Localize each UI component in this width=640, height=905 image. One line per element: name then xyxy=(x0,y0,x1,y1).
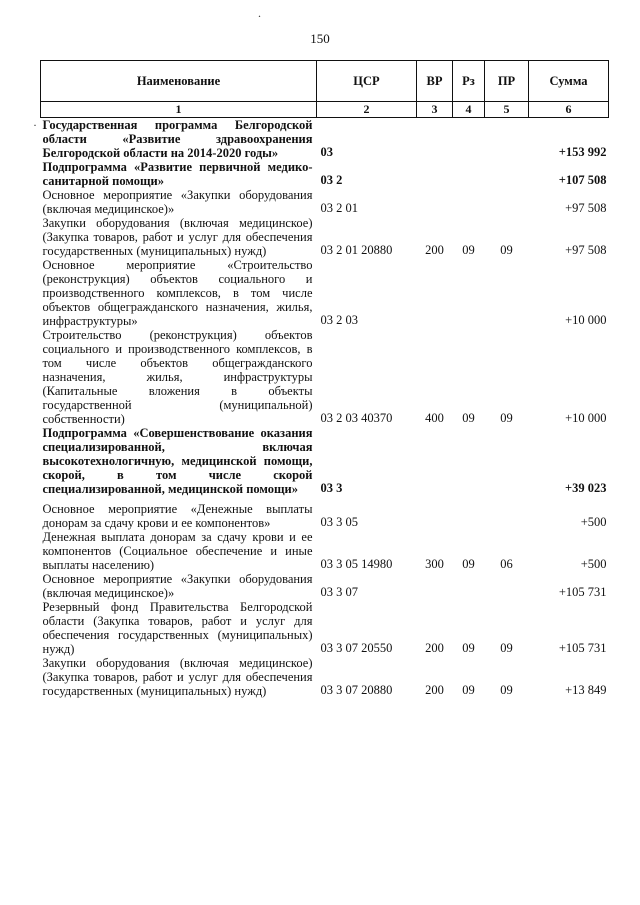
budget-table xyxy=(40,60,609,698)
table-row xyxy=(41,328,609,426)
row-rz xyxy=(453,160,485,188)
table-row xyxy=(41,426,609,496)
row-rz xyxy=(453,496,485,530)
row-csr: 03 3 05 14980 xyxy=(320,557,393,571)
row-name: Основное мероприятие «Закупки оборудования (включая медицинское)» xyxy=(42,572,313,600)
row-name: Подпрограмма «Совершенствование оказания специализированной, включая высокотехнологичную, медицинской помощи, скорой, в том числе скорой специализированной, медицинской помощи» xyxy=(42,426,313,496)
row-csr: 03 2 01 xyxy=(320,201,358,215)
row-sum: +97 508 xyxy=(565,201,607,215)
row-csr: 03 3 07 20880 xyxy=(320,683,393,697)
row-pr: 09 xyxy=(500,243,513,257)
column-number-5: 5 xyxy=(485,102,529,118)
row-name: Подпрограмма «Развитие первичной медико-санитарной помощи» xyxy=(42,160,313,188)
margin-mark: · xyxy=(33,118,37,132)
row-pr xyxy=(485,496,529,530)
row-sum: +105 731 xyxy=(558,585,607,599)
row-pr xyxy=(485,118,529,161)
table-row xyxy=(41,656,609,698)
row-csr: 03 2 xyxy=(320,173,343,187)
table-row xyxy=(41,188,609,216)
row-rz: 09 xyxy=(462,243,475,257)
table-row xyxy=(41,160,609,188)
row-name: Резервный фонд Правительства Белгородской области (Закупка товаров, работ и услуг для обеспечения государственных (муниципальных) нужд) xyxy=(42,600,313,656)
row-csr: 03 2 01 20880 xyxy=(320,243,393,257)
column-number-1: 1 xyxy=(41,102,317,118)
header-pr: ПР xyxy=(485,61,529,102)
row-csr: 03 3 05 xyxy=(320,515,358,529)
row-sum: +10 000 xyxy=(565,411,607,425)
table-row xyxy=(41,572,609,600)
row-csr: 03 3 07 20550 xyxy=(320,641,393,655)
row-rz xyxy=(453,188,485,216)
row-name: Строительство (реконструкция) объектов социального и производственного комплексов, в том числе объектов общегражданского назначения, жилья, инфраструктуры (Капитальные вложения в объекты государственной (муниципальной) собственности) xyxy=(42,328,313,426)
row-sum: +97 508 xyxy=(565,243,607,257)
row-pr xyxy=(485,572,529,600)
table-body xyxy=(41,118,609,699)
row-name: Закупки оборудования (включая медицинское) (Закупка товаров, работ и услуг для обеспечения государственных (муниципальных) нужд) xyxy=(42,656,313,698)
row-rz: 09 xyxy=(462,683,475,697)
row-sum: +500 xyxy=(580,557,607,571)
table-row xyxy=(41,258,609,328)
row-sum: +13 849 xyxy=(565,683,607,697)
row-rz xyxy=(453,572,485,600)
row-rz: 09 xyxy=(462,641,475,655)
row-name: Государственная программа Белгородской области «Развитие здравоохранения Белгородской области на 2014-2020 годы» xyxy=(42,118,313,160)
row-sum: +153 992 xyxy=(558,145,607,159)
row-vr xyxy=(417,572,453,600)
row-rz: 09 xyxy=(462,557,475,571)
page-number: 150 xyxy=(310,31,330,46)
row-vr xyxy=(417,160,453,188)
row-sum: +107 508 xyxy=(558,173,607,187)
row-pr xyxy=(485,160,529,188)
table-row xyxy=(41,530,609,572)
row-pr: 09 xyxy=(500,683,513,697)
row-pr: 09 xyxy=(500,641,513,655)
row-pr xyxy=(485,188,529,216)
row-pr: 06 xyxy=(500,557,513,571)
row-name: Закупки оборудования (включая медицинское) (Закупка товаров, работ и услуг для обеспечения государственных (муниципальных) нужд) xyxy=(42,216,313,258)
header-name: Наименование xyxy=(41,61,317,102)
row-csr: 03 3 xyxy=(320,481,343,495)
row-csr: 03 3 07 xyxy=(320,585,358,599)
row-sum: +500 xyxy=(580,515,607,529)
header-sum: Сумма xyxy=(529,61,609,102)
row-vr: 200 xyxy=(425,243,444,257)
row-vr: 200 xyxy=(425,641,444,655)
header-csr: ЦСР xyxy=(317,61,417,102)
row-vr xyxy=(417,258,453,328)
table-row xyxy=(41,496,609,530)
table-row xyxy=(41,216,609,258)
column-number-3: 3 xyxy=(417,102,453,118)
column-number-4: 4 xyxy=(453,102,485,118)
row-name: Основное мероприятие «Денежные выплаты донорам за сдачу крови и ее компонентов» xyxy=(42,502,313,530)
row-vr: 400 xyxy=(425,411,444,425)
row-name: Основное мероприятие «Строительство (реконструкция) объектов социального и производственного комплексов, в том числе объектов общегражданского назначения, жилья, инфраструктуры» xyxy=(42,258,313,328)
row-rz xyxy=(453,426,485,496)
row-csr: 03 2 03 40370 xyxy=(320,411,393,425)
row-rz xyxy=(453,118,485,161)
row-pr xyxy=(485,426,529,496)
row-rz: 09 xyxy=(462,411,475,425)
column-number-6: 6 xyxy=(529,102,609,118)
row-sum: +39 023 xyxy=(565,481,607,495)
row-vr: 300 xyxy=(425,557,444,571)
header-rz: Рз xyxy=(453,61,485,102)
row-csr: 03 2 03 xyxy=(320,313,358,327)
table-header xyxy=(41,61,609,118)
row-sum: +10 000 xyxy=(565,313,607,327)
table-row xyxy=(41,118,609,161)
column-number-2: 2 xyxy=(317,102,417,118)
row-name: Денежная выплата донорам за сдачу крови и ее компонентов (Социальное обеспечение и иные выплаты населению) xyxy=(42,530,313,572)
row-csr: 03 xyxy=(320,145,333,159)
row-sum: +105 731 xyxy=(558,641,607,655)
row-vr: 200 xyxy=(425,683,444,697)
row-vr xyxy=(417,118,453,161)
row-vr xyxy=(417,426,453,496)
row-rz xyxy=(453,258,485,328)
row-name: Основное мероприятие «Закупки оборудования (включая медицинское)» xyxy=(42,188,313,216)
row-vr xyxy=(417,496,453,530)
row-pr xyxy=(485,258,529,328)
scan-dot-mark: . xyxy=(258,6,261,20)
row-vr xyxy=(417,188,453,216)
header-vr: ВР xyxy=(417,61,453,102)
row-pr: 09 xyxy=(500,411,513,425)
table-row xyxy=(41,600,609,656)
